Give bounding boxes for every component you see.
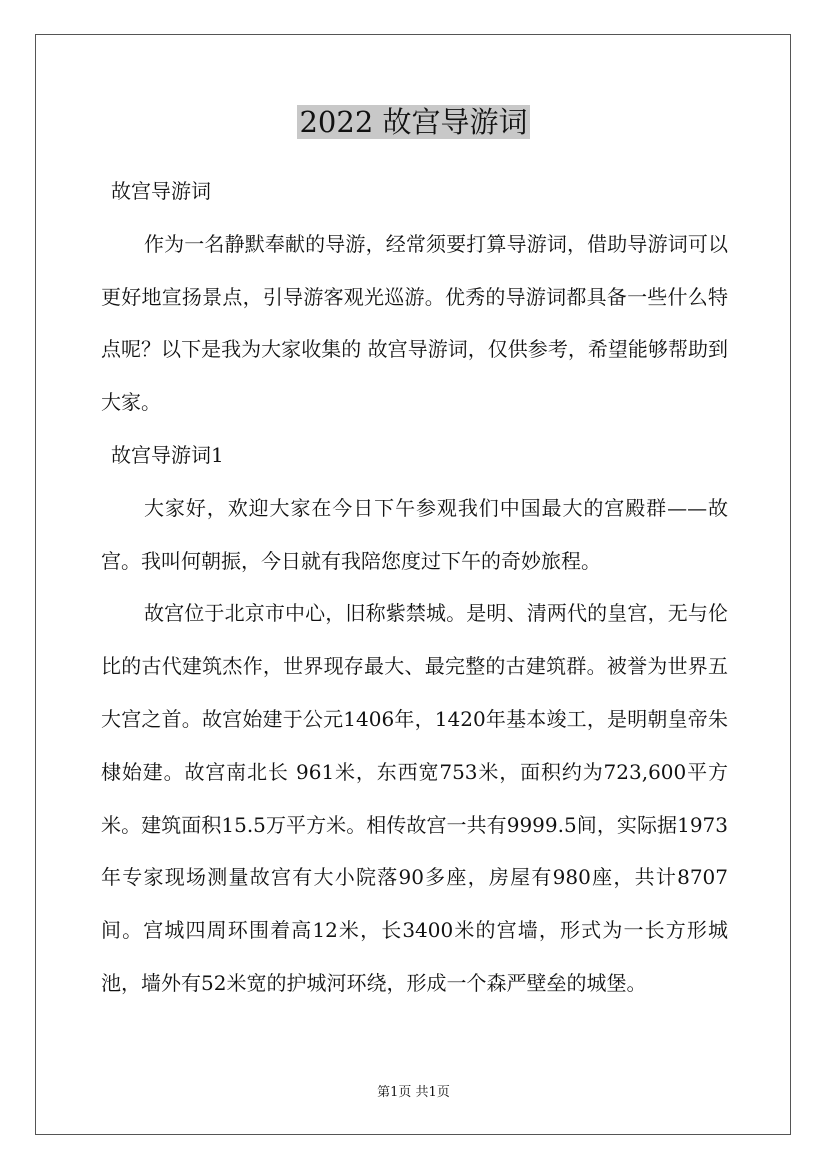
document-body (101, 165, 728, 1010)
page-footer (0, 1084, 827, 1102)
document-title-text: 2022 故宫导游词 (299, 105, 528, 139)
section-heading: 故宫导游词1 (111, 442, 224, 467)
section-heading: 故宫导游词 (111, 179, 211, 203)
welcome-paragraph: 大家好，欢迎大家在今日下午参观我们中国最大的宫殿群——故宫。我叫何朝振，今日就有我陪您度过下午的奇妙旅程。 (101, 495, 728, 573)
page-number-label: 第1页 共1页 (377, 1085, 450, 1100)
intro-paragraph: 作为一名静默奉献的导游，经常须要打算导游词，借助导游词可以更好地宣扬景点，引导游客观光巡游。优秀的导游词都具备一些什么特点呢？以下是我为大家收集的 故宫导游词，仅供参考，希望能够帮助到大家。 (101, 231, 728, 415)
history-paragraph: 故宫位于北京市中心，旧称紫禁城。是明、清两代的皇宫，无与伦比的古代建筑杰作，世界现存最大、最完整的古建筑群。被誉为世界五大宫之首。故宫始建于公元1406年，1420年基本竣工，是明朝皇帝朱棣始建。故宫南北长 961米，东西宽753米，面积约为723,600平方米。建筑面积15.5万平方米。相传故宫一共有9999.5间，实际据1973年专家现场测量故宫有大小院落90多座，房屋有980座，共计8707间。宫城四周环围着高12米，长3400米的宫墙，形式为一长方形城池，墙外有52米宽的护城河环绕，形成一个森严壁垒的城堡。 (101, 601, 728, 995)
document-title (0, 100, 827, 144)
